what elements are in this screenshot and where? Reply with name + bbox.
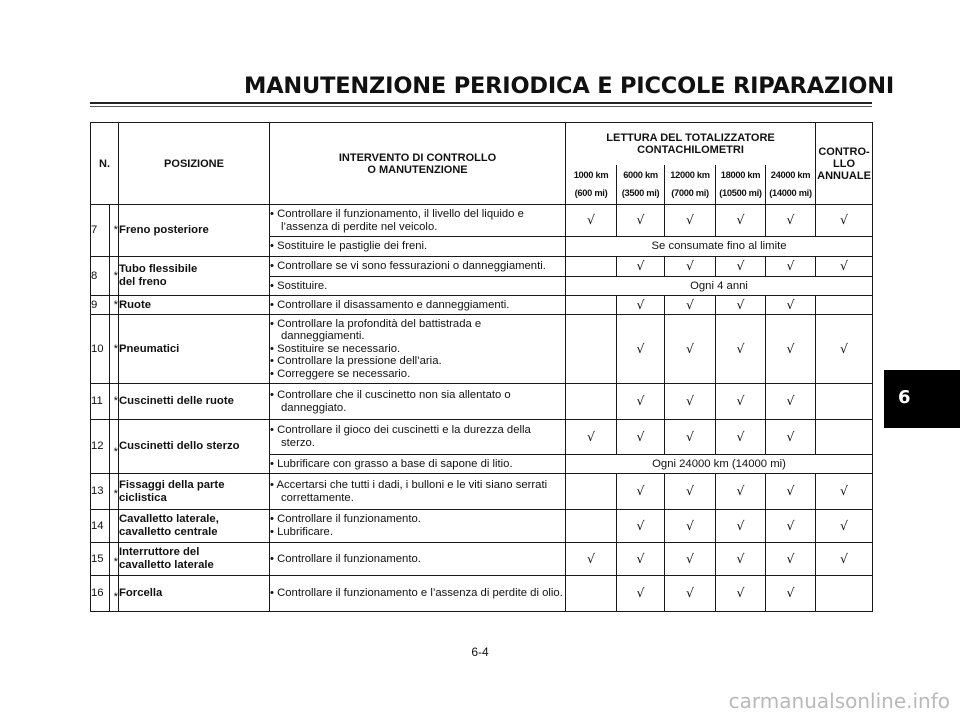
check-mark: √ (665, 510, 716, 543)
intervention-line: • Controllare il funzionamento e l’assenza di perdite di olio. (270, 587, 563, 600)
check-mark: √ (566, 543, 617, 576)
table-row (91, 384, 873, 420)
position-line: cavalletto centrale (119, 526, 218, 538)
header-intervention-line1: INTERVENTO DI CONTROLLO (338, 151, 497, 164)
row-position: Pneumatici (119, 315, 270, 384)
check-mark: √ (566, 205, 617, 237)
check-mark: √ (617, 510, 665, 543)
check-empty (816, 296, 873, 315)
header-annual-line1: CONTRO- (818, 145, 870, 158)
mi-label: (600 mi) (574, 188, 608, 199)
check-mark: √ (716, 543, 766, 576)
check-empty (816, 576, 873, 612)
check-mark: √ (766, 576, 816, 612)
check-mark: √ (816, 205, 873, 237)
interval-note: Se consumate fino al limite (566, 237, 873, 257)
row-intervention (270, 543, 566, 576)
row-intervention (270, 384, 566, 420)
check-mark: √ (665, 543, 716, 576)
row-number: 10 (91, 315, 110, 384)
position-line: ciclistica (119, 491, 167, 504)
header-odometer-line1: LETTURA DEL TOTALIZZATORE (606, 131, 775, 144)
mi-label: (14000 mi) (769, 188, 812, 199)
position-line: Fissaggi della parte (119, 478, 225, 491)
row-position (119, 510, 270, 543)
table-row (91, 510, 873, 543)
intervention-line: • Sostituire se necessario. (270, 342, 401, 355)
check-mark: √ (816, 474, 873, 510)
chapter-tab-label: 6 (898, 387, 911, 408)
check-empty (566, 576, 617, 612)
check-mark: √ (766, 543, 816, 576)
check-mark: √ (716, 474, 766, 510)
row-intervention (270, 420, 566, 455)
row-star: * (110, 384, 119, 420)
header-intervention (270, 123, 566, 205)
check-empty (566, 474, 617, 510)
row-intervention (270, 315, 566, 384)
row-number: 7 (91, 205, 110, 257)
check-mark: √ (566, 420, 617, 455)
intervention-line: • Controllare se vi sono fessurazioni o danneggiamenti. (270, 260, 546, 273)
row-position: Cuscinetti dello sterzo (119, 420, 270, 474)
page-title: MANUTENZIONE PERIODICA E PICCOLE RIPARAZIONI (244, 73, 895, 99)
row-position (119, 257, 270, 296)
page-number: 6-4 (471, 645, 489, 659)
check-mark: √ (617, 474, 665, 510)
header-position: POSIZIONE (119, 123, 270, 205)
check-mark: √ (665, 384, 716, 420)
row-position: Forcella (119, 576, 270, 612)
row-intervention (270, 205, 566, 237)
chapter-tab[interactable] (884, 370, 960, 428)
check-mark: √ (766, 420, 816, 455)
table-row (91, 296, 873, 315)
row-position (119, 543, 270, 576)
check-empty (566, 510, 617, 543)
row-star: * (110, 420, 119, 474)
check-mark: √ (617, 384, 665, 420)
row-number: 13 (91, 474, 110, 510)
row-intervention (270, 296, 566, 315)
row-intervention (270, 455, 566, 474)
row-intervention (270, 474, 566, 510)
check-mark: √ (665, 576, 716, 612)
row-star (110, 510, 119, 543)
row-position: Cuscinetti delle ruote (119, 384, 270, 420)
interval-note: Ogni 4 anni (566, 277, 873, 296)
check-mark: √ (716, 315, 766, 384)
position-line: Interruttore del (119, 546, 200, 559)
km-label: 12000 km (670, 170, 710, 181)
position-line: Cavalletto laterale, (119, 513, 219, 526)
intervention-line: • Controllare il disassamento e danneggiamenti. (270, 298, 510, 311)
title-rule (90, 102, 872, 104)
table-row (91, 205, 873, 237)
intervention-line: • Correggere se necessario. (270, 367, 411, 380)
check-mark: √ (716, 257, 766, 277)
row-star: * (110, 576, 119, 612)
check-mark: √ (816, 257, 873, 277)
row-star: * (110, 474, 119, 510)
table-row (91, 420, 873, 455)
km-12000 (665, 165, 716, 205)
interval-note: Ogni 24000 km (14000 mi) (566, 455, 873, 474)
km-label: 6000 km (623, 170, 658, 181)
check-mark: √ (766, 384, 816, 420)
row-number: 8 (91, 257, 110, 296)
check-mark: √ (665, 474, 716, 510)
check-empty (816, 384, 873, 420)
position-line: Tubo flessibile (119, 263, 198, 276)
intervention-line: • Controllare il funzionamento. (270, 513, 421, 526)
row-intervention (270, 576, 566, 612)
check-mark: √ (665, 420, 716, 455)
check-empty (566, 257, 617, 277)
header-row (91, 123, 873, 165)
check-mark: √ (617, 420, 665, 455)
header-annual-line3: ANNUALE (817, 169, 871, 182)
check-mark: √ (665, 315, 716, 384)
km-6000 (617, 165, 665, 205)
check-mark: √ (617, 296, 665, 315)
row-intervention (270, 237, 566, 257)
check-mark: √ (766, 510, 816, 543)
intervention-line: • Sostituire. (270, 279, 328, 292)
row-star: * (110, 257, 119, 296)
row-star: * (110, 315, 119, 384)
intervention-line: • Lubrificare con grasso a base di sapone di litio. (270, 457, 513, 470)
watermark: carmanualsonline.info (728, 689, 950, 713)
intervention-line: • Controllare il funzionamento. (270, 552, 421, 565)
check-empty (566, 296, 617, 315)
table-row (91, 543, 873, 576)
mi-label: (7000 mi) (671, 188, 709, 199)
intervention-line: • Lubrificare. (270, 526, 333, 538)
check-empty (566, 384, 617, 420)
row-intervention (270, 510, 566, 543)
check-mark: √ (617, 576, 665, 612)
row-number: 11 (91, 384, 110, 420)
header-odometer (566, 123, 816, 165)
intervention-line: • Controllare il funzionamento, il livello del liquido e l’assenza di perdite nel veicolo. (270, 207, 524, 233)
check-mark: √ (716, 384, 766, 420)
row-number: 15 (91, 543, 110, 576)
mi-label: (3500 mi) (621, 188, 660, 199)
position-line: del freno (119, 276, 167, 288)
title-rule-thin (90, 106, 872, 107)
header-intervention-line2: O MANUTENZIONE (367, 163, 468, 176)
check-mark: √ (665, 257, 716, 277)
intervention-line: • Accertarsi che tutti i dadi, i bulloni e le viti siano serrati correttamente. (270, 478, 548, 504)
table-row (91, 474, 873, 510)
check-mark: √ (716, 420, 766, 455)
row-intervention (270, 257, 566, 277)
table-row (91, 257, 873, 277)
position-line: cavalletto laterale (119, 559, 214, 571)
row-intervention (270, 277, 566, 296)
row-number: 9 (91, 296, 110, 315)
km-24000 (766, 165, 816, 205)
table-row (91, 315, 873, 384)
check-mark: √ (716, 205, 766, 237)
check-mark: √ (617, 543, 665, 576)
check-mark: √ (617, 205, 665, 237)
row-number: 12 (91, 420, 110, 474)
check-mark: √ (766, 474, 816, 510)
header-odometer-line2: CONTACHILOMETRI (637, 143, 744, 156)
check-mark: √ (665, 205, 716, 237)
km-18000 (716, 165, 766, 205)
check-empty (816, 420, 873, 455)
check-mark: √ (816, 315, 873, 384)
intervention-line: • Controllare che il cuscinetto non sia allentato o danneggiato. (270, 388, 511, 414)
check-mark: √ (816, 510, 873, 543)
check-mark: √ (766, 205, 816, 237)
check-mark: √ (766, 257, 816, 277)
check-mark: √ (617, 315, 665, 384)
check-mark: √ (716, 576, 766, 612)
km-label: 1000 km (573, 170, 609, 181)
maintenance-table (90, 122, 873, 612)
row-star: * (110, 205, 119, 257)
check-mark: √ (766, 315, 816, 384)
check-mark: √ (617, 257, 665, 277)
row-number: 14 (91, 510, 110, 543)
row-star: * (110, 296, 119, 315)
row-number: 16 (91, 576, 110, 612)
km-1000 (566, 165, 617, 205)
intervention-line: • Controllare il gioco dei cuscinetti e la durezza della sterzo. (270, 424, 531, 449)
check-mark: √ (665, 296, 716, 315)
km-label: 18000 km (720, 170, 761, 181)
row-position (119, 474, 270, 510)
header-annual (816, 123, 873, 205)
check-mark: √ (766, 296, 816, 315)
km-label: 24000 km (770, 170, 811, 181)
row-star: * (110, 543, 119, 576)
table-row (91, 576, 873, 612)
intervention-line: • Controllare la profondità del battistrada e danneggiamenti. (270, 317, 482, 343)
row-position: Ruote (119, 296, 270, 315)
row-position: Freno posteriore (119, 205, 270, 257)
header-annual-line2: LLO (833, 157, 856, 170)
check-mark: √ (816, 543, 873, 576)
intervention-line: • Sostituire le pastiglie dei freni. (270, 240, 428, 253)
check-mark: √ (716, 510, 766, 543)
mi-label: (10500 mi) (719, 188, 762, 199)
intervention-line: • Controllare la pressione dell’aria. (270, 355, 442, 368)
header-n: N. (91, 123, 119, 205)
check-mark: √ (716, 296, 766, 315)
check-empty (566, 315, 617, 384)
